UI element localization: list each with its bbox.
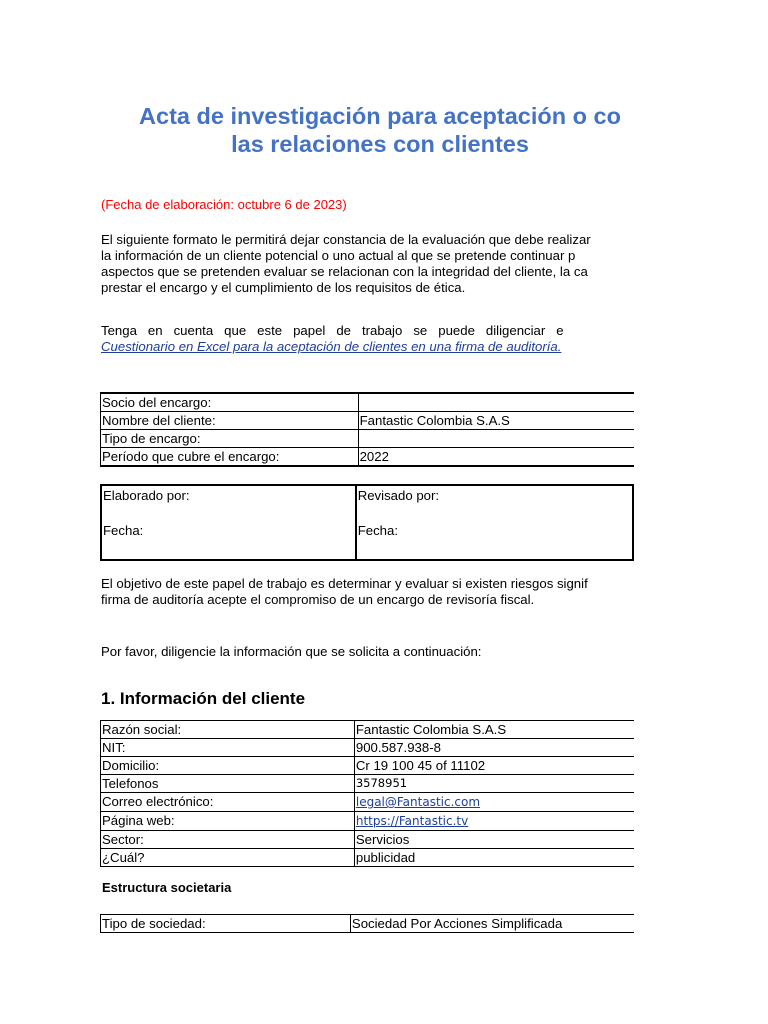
section-heading-client-info: 1. Información del cliente xyxy=(101,689,306,708)
reviewed-cell[interactable] xyxy=(356,485,633,560)
telefonos-label: Telefonos xyxy=(101,775,355,793)
table-row xyxy=(101,793,635,812)
cual-label: ¿Cuál? xyxy=(101,849,355,867)
table-row xyxy=(101,430,635,448)
period-label: Período que cubre el encargo: xyxy=(101,448,359,467)
email-cell xyxy=(354,793,634,812)
nit-label: NIT: xyxy=(101,739,355,757)
domicilio-label: Domicilio: xyxy=(101,757,355,775)
objective-line-1: El objetivo de este papel de trabajo es determinar y evaluar si existen riesgos signif xyxy=(101,576,588,591)
website-label: Página web: xyxy=(101,812,355,831)
intro-line-4: prestar el encargo y el cumplimiento de los requisitos de ética. xyxy=(101,280,466,295)
document-title xyxy=(0,102,634,158)
table-row xyxy=(101,393,635,412)
table-row xyxy=(101,412,635,430)
engagement-type-label: Tipo de encargo: xyxy=(101,430,359,448)
signoff-table xyxy=(100,484,634,561)
intro-line-2: la información de un cliente potencial o uno actual al que se pretende continuar p xyxy=(101,248,576,263)
client-name-label: Nombre del cliente: xyxy=(101,412,359,430)
reviewed-date-label: Fecha: xyxy=(357,523,399,538)
telefonos-value[interactable]: 3578951 xyxy=(354,775,634,793)
cual-value[interactable]: publicidad xyxy=(354,849,634,867)
questionnaire-link[interactable]: Cuestionario en Excel para la aceptación de clientes en una firma de auditoría. xyxy=(101,339,562,354)
client-name-value[interactable]: Fantastic Colombia S.A.S xyxy=(358,412,634,430)
sector-value[interactable]: Servicios xyxy=(354,831,634,849)
nit-value[interactable]: 900.587.938-8 xyxy=(354,739,634,757)
elaboration-date: (Fecha de elaboración: octubre 6 de 2023) xyxy=(101,197,347,212)
email-label: Correo electrónico: xyxy=(101,793,355,812)
razon-social-label: Razón social: xyxy=(101,721,355,739)
title-line-2: las relaciones con clientes xyxy=(231,131,529,157)
table-row xyxy=(101,775,635,793)
table-row xyxy=(101,721,635,739)
prepared-date-label: Fecha: xyxy=(103,523,144,538)
period-value[interactable]: 2022 xyxy=(358,448,634,467)
objective-line-2: firma de auditoría acepte el compromiso de un encargo de revisoría fiscal. xyxy=(101,592,535,607)
website-cell xyxy=(354,812,634,831)
website-link[interactable]: https://Fantastic.tv xyxy=(355,814,469,828)
table-row xyxy=(101,485,633,560)
intro-line-3: aspectos que se pretenden evaluar se relacionan con la integridad del cliente, la ca xyxy=(101,264,588,279)
razon-social-value[interactable]: Fantastic Colombia S.A.S xyxy=(354,721,634,739)
client-info-table xyxy=(100,720,634,867)
table-row xyxy=(101,757,635,775)
intro-paragraph xyxy=(101,232,634,296)
reviewed-by-label: Revisado por: xyxy=(357,488,440,503)
socio-value[interactable] xyxy=(358,393,634,412)
section-heading-structure: Estructura societaria xyxy=(102,880,232,895)
table-row xyxy=(101,915,635,933)
engagement-table xyxy=(100,392,634,467)
prepared-by-label: Elaborado por: xyxy=(103,488,190,503)
table-row xyxy=(101,739,635,757)
table-row xyxy=(101,831,635,849)
sector-label: Sector: xyxy=(101,831,355,849)
title-line-1: Acta de investigación para aceptación o co xyxy=(139,103,621,129)
domicilio-value[interactable]: Cr 19 100 45 of 11102 xyxy=(354,757,634,775)
prepared-cell[interactable] xyxy=(101,485,356,560)
company-type-label: Tipo de sociedad: xyxy=(101,915,351,933)
socio-label: Socio del encargo: xyxy=(101,393,359,412)
objective-paragraph xyxy=(101,576,634,608)
instruction-text: Por favor, diligencie la información que se solicita a continuación: xyxy=(101,644,482,659)
structure-table xyxy=(100,914,634,933)
engagement-type-value[interactable] xyxy=(358,430,634,448)
table-row xyxy=(101,448,635,467)
table-row xyxy=(101,812,635,831)
intro-line-1: El siguiente formato le permitirá dejar constancia de la evaluación que debe realizar xyxy=(101,232,591,247)
note-paragraph xyxy=(101,323,634,355)
company-type-value[interactable]: Sociedad Por Acciones Simplificada xyxy=(350,915,634,933)
email-link[interactable]: legal@Fantastic.com xyxy=(355,795,481,809)
table-row xyxy=(101,849,635,867)
note-line-1: Tenga en cuenta que este papel de trabajo se puede diligenciar e xyxy=(101,323,564,338)
